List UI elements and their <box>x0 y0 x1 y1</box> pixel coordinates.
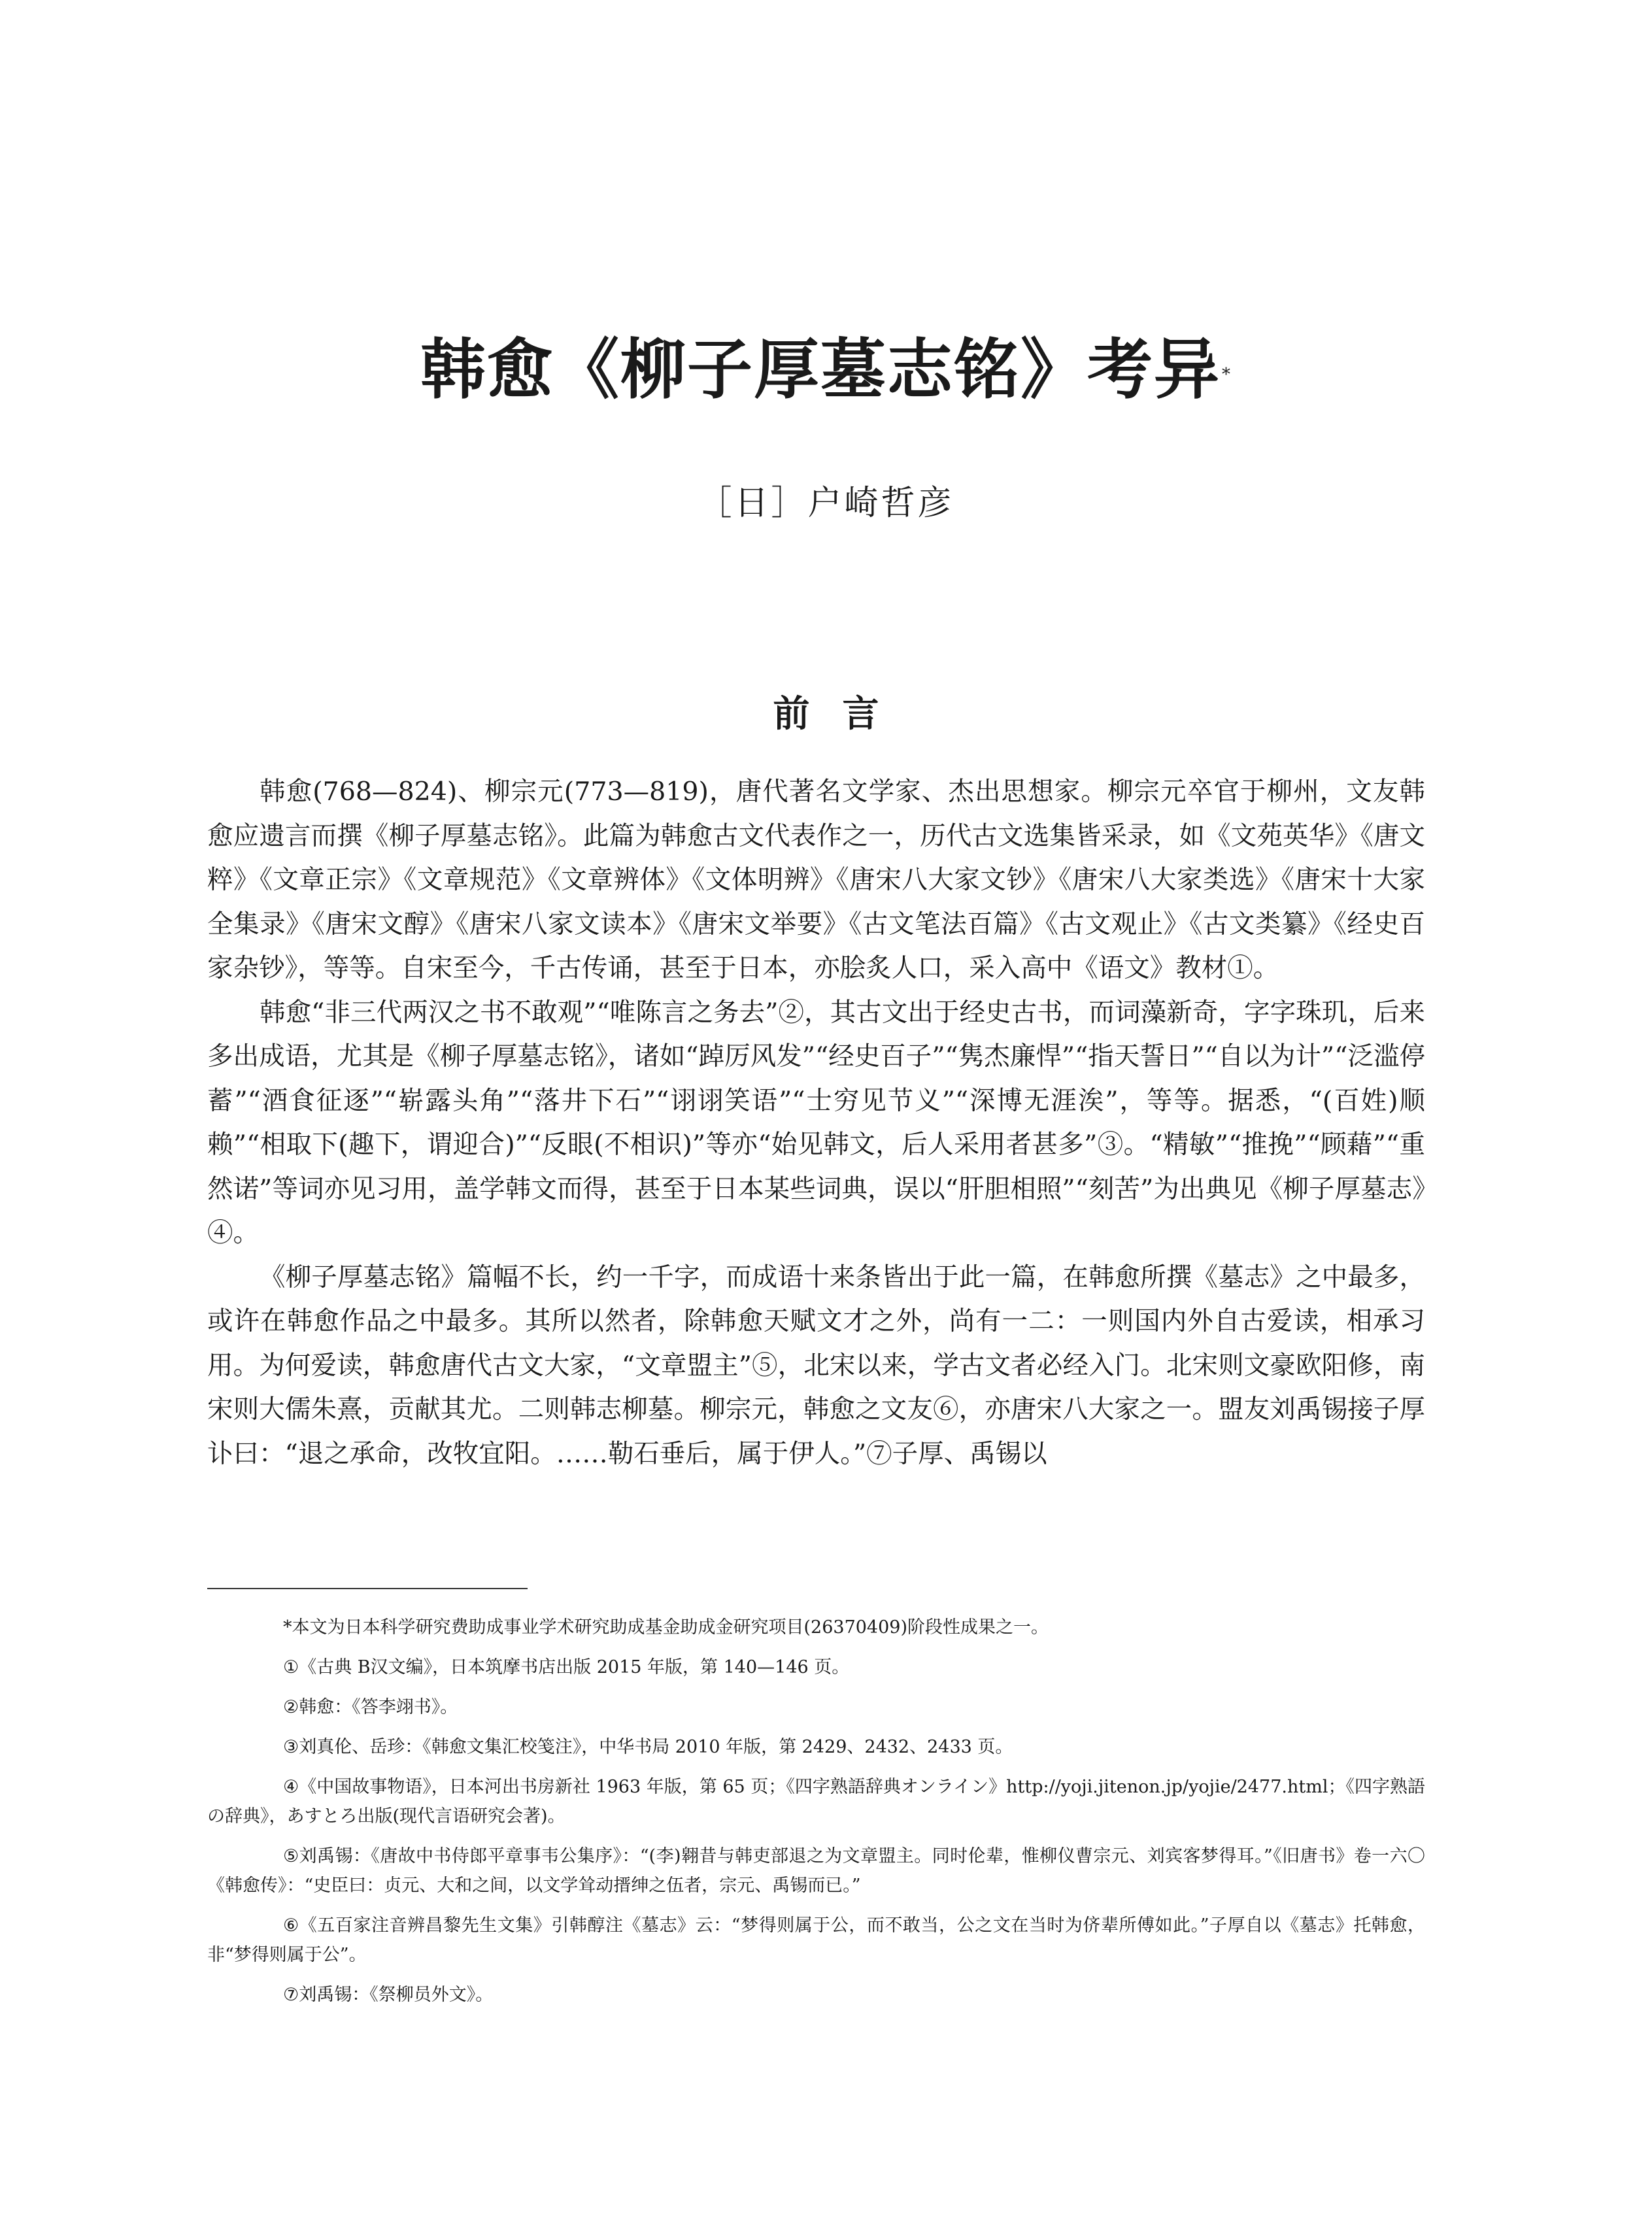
body-paragraph: 韩愈(768—824)、柳宗元(773—819)，唐代著名文学家、杰出思想家。柳宗元卒官于柳州，文友韩愈应遗言而撰《柳子厚墓志铭》。此篇为韩愈古文代表作之一，历代古文选集皆采录，如《文苑英华》《唐文粹》《文章正宗》《文章规范》《文章辨体》《文体明辨》《唐宋八大家文钞》《唐宋八大家类选》《唐宋十大家全集录》《唐宋文醇》《唐宋八家文读本》《唐宋文举要》《古文笔法百篇》《古文观止》《古文类纂》《经史百家杂钞》，等等。自宋至今，千古传诵，甚至于日本，亦脍炙人口，采入高中《语文》教材①。 <box>207 777 1425 983</box>
footnote-mark: ④ <box>283 1777 299 1797</box>
footnote-item <box>207 1911 1425 1970</box>
article-title <box>0 327 1652 412</box>
footnote-item <box>207 1772 1425 1831</box>
title-footnote-mark: * <box>1222 365 1232 384</box>
footnote-mark: ① <box>283 1657 299 1677</box>
article-body <box>207 770 1425 1476</box>
footnote-mark: ⑥ <box>283 1915 299 1936</box>
footnote-text: 韩愈：《答李翊书》。 <box>299 1697 458 1717</box>
footnotes <box>207 1613 1425 2020</box>
footnote-item <box>207 1653 1425 1682</box>
footnote-text: 《中国故事物语》，日本河出书房新社 1963 年版，第 65 页；《四字熟語辞典オンライン》http://yoji.jitenon.jp/yojie/2477.html；《四字熟語の辞典》，あすとろ出版(现代言语研究会著)。 <box>207 1777 1425 1827</box>
footnote-mark: ③ <box>283 1737 299 1757</box>
section-heading: 前言 <box>773 692 912 735</box>
footnote-item <box>207 1980 1425 2010</box>
footnote-item <box>207 1613 1425 1642</box>
footnote-item <box>207 1732 1425 1762</box>
footnote-mark: * <box>283 1617 292 1638</box>
author-byline: ［日］户崎哲彦 <box>698 484 954 523</box>
footnote-text: 刘真伦、岳珍：《韩愈文集汇校笺注》，中华书局 2010 年版，第 2429、2432、2433 页。 <box>299 1737 1013 1757</box>
footnote-mark: ② <box>283 1697 299 1717</box>
footnote-text: 刘禹锡：《唐故中书侍郎平章事韦公集序》：“(李)翱昔与韩吏部退之为文章盟主。同时伦辈，惟柳仪曹宗元、刘宾客梦得耳。”《旧唐书》卷一六〇《韩愈传》：“史臣曰：贞元、大和之间，以文学耸动搢绅之伍者，宗元、禹锡而已。” <box>207 1846 1425 1896</box>
footnote-text: 《五百家注音辨昌黎先生文集》引韩醇注《墓志》云：“梦得则属于公，而不敢当，公之文在当时为侪辈所傅如此。”子厚自以《墓志》托韩愈，非“梦得则属于公”。 <box>207 1915 1425 1965</box>
body-paragraph: 韩愈“非三代两汉之书不敢观”“唯陈言之务去”②，其古文出于经史古书，而词藻新奇，字字珠玑，后来多出成语，尤其是《柳子厚墓志铭》，诸如“踔厉风发”“经史百子”“隽杰廉悍”“指天誓日”“自以为计”“泛滥停蓄”“酒食征逐”“崭露头角”“落井下石”“诩诩笑语”“士穷见节义”“深博无涯涘”，等等。据悉，“(百姓)顺赖”“相取下(趣下，谓迎合)”“反眼(不相识)”等亦“始见韩文，后人采用者甚多”③。“精敏”“推挽”“顾藉”“重然诺”等词亦见习用，盖学韩文而得，甚至于日本某些词典，误以“肝胆相照”“刻苦”为出典见《柳子厚墓志》④。 <box>207 997 1425 1248</box>
body-paragraph: 《柳子厚墓志铭》篇幅不长，约一千字，而成语十来条皆出于此一篇，在韩愈所撰《墓志》之中最多，或许在韩愈作品之中最多。其所以然者，除韩愈天赋文才之外，尚有一二：一则国内外自古爱读，相承习用。为何爱读，韩愈唐代古文大家，“文章盟主”⑤，北宋以来，学古文者必经入门。北宋则文豪欧阳修，南宋则大儒朱熹，贡献其尤。二则韩志柳墓。柳宗元，韩愈之文友⑥，亦唐宋八大家之一。盟友刘禹锡接子厚讣曰：“退之承命，改牧宜阳。……勒石垂后，属于伊人。”⑦子厚、禹锡以 <box>207 1262 1425 1469</box>
footnote-mark: ⑦ <box>283 1985 299 2005</box>
footnote-mark: ⑤ <box>283 1846 299 1866</box>
footnote-text: 本文为日本科学研究费助成事业学术研究助成基金助成金研究项目(26370409)阶段性成果之一。 <box>292 1617 1049 1638</box>
article-title-text: 韩愈《柳子厚墓志铭》考异 <box>420 331 1221 408</box>
footnote-text: 《古典 B汉文编》，日本筑摩书店出版 2015 年版，第 140—146 页。 <box>299 1657 850 1677</box>
footnote-divider <box>207 1588 528 1589</box>
footnote-item <box>207 1842 1425 1900</box>
footnote-text: 刘禹锡：《祭柳员外文》。 <box>299 1985 494 2005</box>
footnote-item <box>207 1692 1425 1722</box>
